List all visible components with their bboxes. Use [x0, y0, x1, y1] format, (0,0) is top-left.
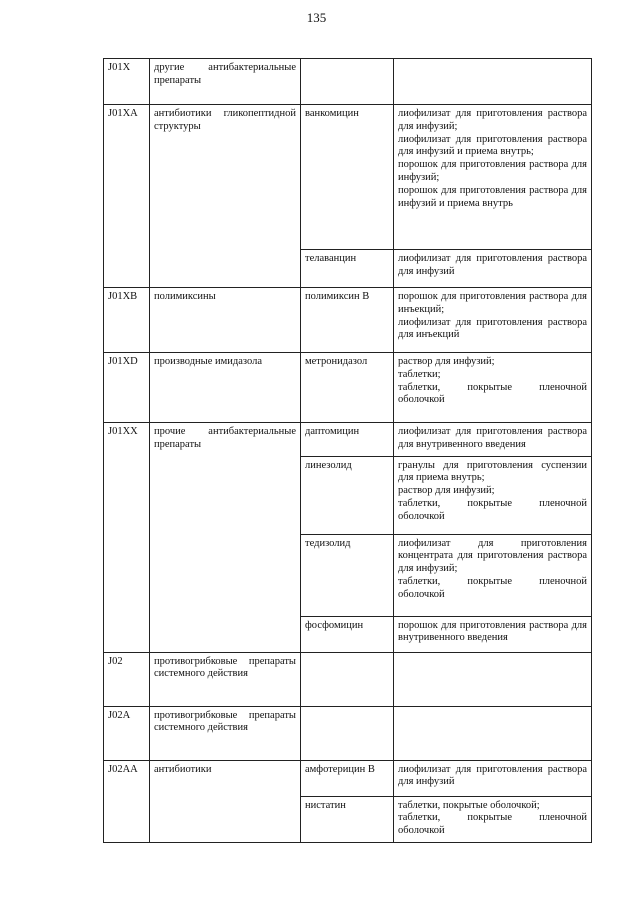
drug-name: метронидазол [301, 353, 394, 423]
dosage-form-item: таблетки, покрытые пленочной оболочкой [398, 381, 587, 406]
dosage-form-item: таблетки, покрытые оболочкой; [398, 799, 540, 811]
drug-name: линезолид [301, 456, 394, 534]
dosage-forms [394, 353, 592, 423]
dosage-forms [394, 288, 592, 353]
dosage-form-item: раствор для инфузий; [398, 485, 495, 497]
dosage-form-item: лиофилизат для приготовления раствора для инфузий [398, 763, 587, 788]
dosage-form-item: таблетки, покрытые пленочной оболочкой [398, 812, 587, 837]
drug-name: амфотерицин В [301, 760, 394, 796]
anatomical-therapeutic-group: другие антибактериальные препараты [150, 59, 301, 105]
atc-code: J01XA [104, 105, 150, 288]
drug-name: нистатин [301, 796, 394, 842]
table-row [104, 105, 592, 250]
dosage-form-item: таблетки; [398, 368, 441, 380]
anatomical-therapeutic-group: противогрибковые препараты системного действия [150, 652, 301, 706]
dosage-forms [394, 59, 592, 105]
dosage-forms [394, 534, 592, 616]
anatomical-therapeutic-group: полимиксины [150, 288, 301, 353]
table-row [104, 652, 592, 706]
dosage-form-item: раствор для инфузий; [398, 356, 495, 367]
atc-code: J01XB [104, 288, 150, 353]
drug-name: полимиксин В [301, 288, 394, 353]
page-number: 135 [306, 10, 327, 25]
dosage-form-item: порошок для приготовления раствора для внутривенного введения [398, 619, 587, 644]
dosage-form-item: таблетки, покрытые пленочной оболочкой [398, 497, 587, 522]
table-row [104, 760, 592, 796]
atc-code: J01XD [104, 353, 150, 423]
anatomical-therapeutic-group: противогрибковые препараты системного действия [150, 706, 301, 760]
drug-name: фосфомицин [301, 616, 394, 652]
dosage-form-item: гранулы для приготовления суспензии для приема внутрь; [398, 459, 587, 484]
atc-code: J02 [104, 652, 150, 706]
dosage-form-item: лиофилизат для приготовления раствора для внутривенного введения [398, 426, 587, 450]
dosage-form-item: порошок для приготовления раствора для инфузий; [398, 159, 587, 183]
dosage-forms [394, 423, 592, 457]
drug-name: ванкомицин [301, 105, 394, 250]
anatomical-therapeutic-group: антибиотики [150, 760, 301, 842]
dosage-forms [394, 250, 592, 288]
dosage-form-item: лиофилизат для приготовления раствора для инфузий [398, 253, 587, 277]
drug-name [301, 652, 394, 706]
dosage-form-item: таблетки, покрытые пленочной оболочкой [398, 575, 587, 600]
dosage-form-item: лиофилизат для приготовления раствора для инфузий и приема внутрь; [398, 133, 587, 158]
table-row [104, 423, 592, 457]
dosage-form-item: порошок для приготовления раствора для инфузий и приема внутрь [398, 184, 587, 209]
drug-name: телаванцин [301, 250, 394, 288]
atc-code: J02A [104, 706, 150, 760]
dosage-form-item: лиофилизат для приготовления раствора для инъекций [398, 316, 587, 341]
dosage-form-item: лиофилизат для приготовления концентрата для приготовления раствора для инфузий; [398, 537, 587, 575]
dosage-forms [394, 706, 592, 760]
dosage-forms [394, 760, 592, 796]
table-row [104, 59, 592, 105]
dosage-forms [394, 796, 592, 842]
drug-name [301, 706, 394, 760]
drug-classification-table [103, 58, 592, 843]
dosage-forms [394, 105, 592, 250]
drug-name: даптомицин [301, 423, 394, 457]
table-row [104, 353, 592, 423]
table-row [104, 706, 592, 760]
table-row [104, 288, 592, 353]
dosage-forms [394, 616, 592, 652]
drug-name: тедизолид [301, 534, 394, 616]
atc-code: J01XX [104, 423, 150, 653]
atc-code: J02AA [104, 760, 150, 842]
drug-name [301, 59, 394, 105]
dosage-forms [394, 652, 592, 706]
dosage-forms [394, 456, 592, 534]
dosage-form-item: порошок для приготовления раствора для инъекций; [398, 291, 587, 315]
atc-code: J01X [104, 59, 150, 105]
anatomical-therapeutic-group: производные имидазола [150, 353, 301, 423]
anatomical-therapeutic-group: прочие антибактериальные препараты [150, 423, 301, 653]
dosage-form-item: лиофилизат для приготовления раствора для инфузий; [398, 108, 587, 132]
anatomical-therapeutic-group: антибиотики гликопептидной структуры [150, 105, 301, 288]
